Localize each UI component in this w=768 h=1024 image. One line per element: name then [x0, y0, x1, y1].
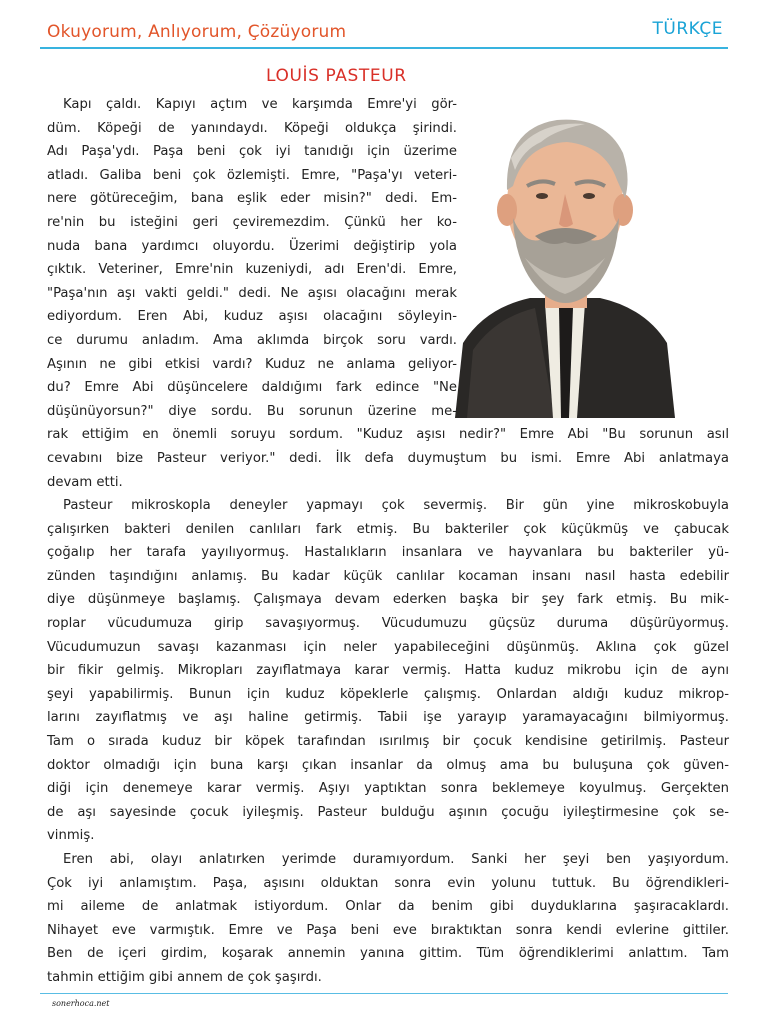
text-line: çalışırken bakteri denilen canlıları fark etmiş. Bu bakteriler çok küçükmüş ve çabucak	[47, 521, 729, 537]
text-line: "Paşa'nın aşı vakti geldi." dedi. Ne aşısı olacağını merak	[47, 285, 457, 301]
top-divider	[40, 47, 728, 49]
text-line: tahmin ettiğim gibi annem de çok şaşırdı.	[47, 969, 322, 985]
story-text	[47, 93, 729, 990]
footer-source: sonerhoca.net	[52, 999, 110, 1008]
text-line: Adı Paşa'ydı. Paşa beni çok iyi tanıdığı için üzerime	[47, 144, 457, 160]
text-line: de aşı sayesinde çocuk iyileşmiş. Pasteur bulduğu aşının çocuğu iyileştirmesine çok se-	[47, 804, 729, 820]
bottom-divider	[40, 993, 728, 994]
text-line: çıktık. Veteriner, Emre'nin kuzeniydi, adı Eren'di. Emre,	[47, 262, 457, 278]
text-line: nuda bana yardımcı oluyordu. Üzerimi değiştirip yola	[47, 238, 457, 254]
text-line: çoğalıp her tarafa yayılıyormuş. Hastalıkların insanlara ve hayvanlara bu bakteriler yü-	[47, 545, 729, 561]
text-line: re'nin bu isteğini geri çeviremezdim. Çünkü her ko-	[47, 214, 457, 230]
text-line: ediyordum. Eren Abi, kuduz aşısı olacağını söyleyin-	[47, 309, 457, 325]
text-line: diği için denemeye karar vermiş. Aşıyı yaptıktan sonra beklemeye koyulmuş. Gerçekten	[47, 781, 729, 797]
text-line: rak ettiğim en önemli soruyu sordum. "Kuduz aşısı nedir?" Emre Abi "Bu sorunun asıl	[47, 427, 729, 443]
text-line: vinmiş.	[47, 828, 95, 844]
document-title: LOUİS PASTEUR	[266, 66, 407, 86]
text-line: nere götüreceğim, bana eşlik eder misin?" dedi. Em-	[47, 191, 457, 207]
text-line: düşünüyorsun?" diye sordu. Bu sorunun üzerine me-	[47, 403, 457, 419]
text-line: doktor olmadığı için buna karşı çıkan insanlar da olmuş ama bu buluşuna çok güven-	[47, 757, 729, 773]
text-line: larını zayıflatmış ve aşı haline getirmiş. Tabii işe yarayıp yaramayacağını bilmiyormuş.	[47, 710, 729, 726]
subject-label: TÜRKÇE	[652, 19, 723, 39]
text-line: Çok iyi anlamıştım. Paşa, aşısını olduktan sonra evin yolunu tuttuk. Bu öğrendikleri-	[47, 875, 729, 891]
text-line: Vücudumuzun savaşı kazanması için neler yapabileceğini düşünmüş. Aklına çok güzel	[47, 639, 729, 655]
header-title: Okuyorum, Anlıyorum, Çözüyorum	[47, 22, 347, 42]
text-line: devam etti.	[47, 474, 123, 490]
text-line: Pasteur mikroskopla deneyler yapmayı çok severmiş. Bir gün yine mikroskobuyla	[63, 498, 729, 514]
text-line: du? Emre Abi düşüncelere daldığımı fark edince "Ne	[47, 380, 457, 396]
text-line: düm. Köpeği de yanındaydı. Köpeği oldukça şirindi.	[47, 120, 457, 136]
text-line: zünden taşındığını anlamış. Bu kadar küçük canlılar kocaman insanı nasıl hasta edebilir	[47, 568, 729, 584]
text-line: şeyi yapabilirmiş. Bunun için kuduz köpeklerle çalışmış. Onlardan aldığı kuduz mikrop-	[47, 686, 729, 702]
text-line: Nihayet eve varmıştık. Emre ve Paşa beni eve bıraktıktan sonra kendi evlerine gittiler.	[47, 922, 729, 938]
text-line: ce durumu anladım. Ama aklımda birçok soru vardı.	[47, 332, 457, 348]
text-line: cevabını bize Pasteur veriyor." dedi. İlk defa duymuştum bu ismi. Emre Abi anlatmaya	[47, 450, 729, 466]
text-line: Kapı çaldı. Kapıyı açtım ve karşımda Emre'yi gör-	[63, 97, 457, 112]
text-line: mi aileme de anlatmak istiyordum. Onlar da benim gibi duyduklarına şaşıracaklardı.	[47, 899, 729, 915]
text-line: Eren abi, olayı anlatırken yerimde duramıyordum. Sanki her şeyi ben yaşıyordum.	[63, 852, 729, 867]
text-line: Aşının ne gibi etkisi vardı? Kuduz ne anlama geliyor-	[47, 356, 457, 372]
text-line: bir fikir gelmiş. Mikropları zayıflatmaya karar vermiş. Hatta kuduz mikrobu için de aynı	[47, 663, 729, 679]
text-line: Ben de içeri girdim, koşarak annemin yanına gittim. Tüm öğrendiklerimi anlattım. Tam	[47, 946, 729, 962]
text-line: diye düşünmeye başlamış. Çalışmaya devam ederken başka bir şey fark etmiş. Bu mik-	[47, 592, 729, 608]
text-line: atladı. Galiba beni çok özlemişti. Emre, "Paşa'yı veteri-	[47, 167, 457, 183]
text-line: Tam o sırada kuduz bir köpek tarafından ısırılmış bir çocuk kendisine getirilmiş. Pasteur	[47, 734, 729, 750]
text-line: roplar vücudumuza girip savaşıyormuş. Vücudumuzu güçsüz duruma düşürüyormuş.	[47, 616, 729, 632]
